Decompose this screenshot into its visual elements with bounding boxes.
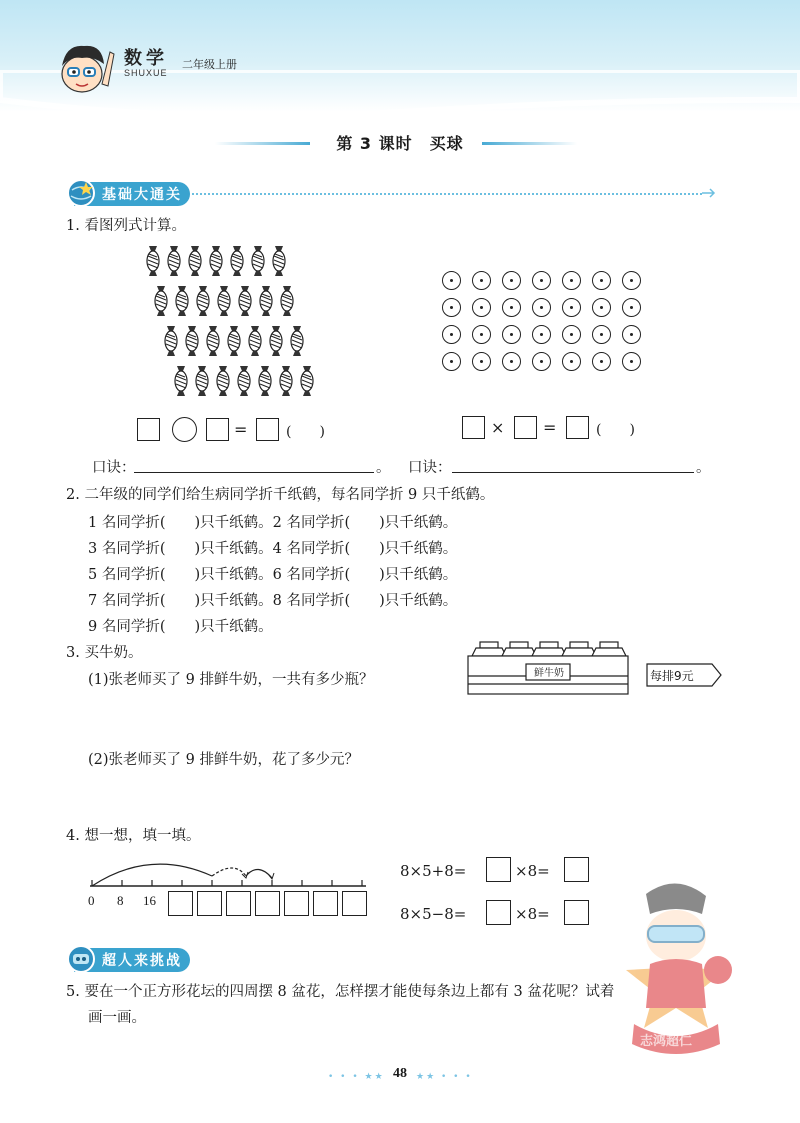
footer-dots-right: ★★ • • •: [416, 1072, 473, 1082]
candy-icon: [290, 326, 304, 356]
number-line-box[interactable]: [226, 891, 251, 916]
period: 。: [696, 460, 711, 476]
dotted-circle-icon: [472, 352, 491, 371]
candy-icon: [238, 286, 252, 316]
number-line: [86, 852, 376, 892]
price-tag-text: 每排9元: [650, 669, 694, 683]
dotted-circle-icon: [592, 298, 611, 317]
header-curve: [0, 70, 800, 130]
answer-box[interactable]: [462, 416, 485, 439]
candy-icon: [259, 286, 273, 316]
unit-paren[interactable]: ( ): [286, 424, 325, 440]
candy-icon: [280, 286, 294, 316]
answer-box[interactable]: [564, 857, 589, 882]
dotted-circle-icon: [502, 352, 521, 371]
candy-icon: [279, 366, 293, 396]
number-line-box[interactable]: [284, 891, 309, 916]
mnemonic-blank[interactable]: [134, 472, 374, 473]
mnemonic-label: 口诀：: [92, 460, 136, 476]
section-banner-basic: [66, 178, 716, 208]
answer-box[interactable]: [514, 416, 537, 439]
candy-icon: [272, 246, 286, 276]
q2-line: 9 名同学折( )只千纸鹤。: [88, 619, 273, 635]
candy-icon: [175, 286, 189, 316]
arrow-right-icon: [702, 188, 716, 198]
candy-icon: [185, 326, 199, 356]
dotted-circle-icon: [532, 271, 551, 290]
candy-icon: [167, 246, 181, 276]
number-line-box[interactable]: [168, 891, 193, 916]
dotted-circle-icon: [502, 298, 521, 317]
candy-icon: [164, 326, 178, 356]
dotted-circle-icon: [592, 325, 611, 344]
subject-title: 数学: [124, 48, 168, 69]
candy-icon: [300, 366, 314, 396]
dotted-circle-icon: [562, 352, 581, 371]
dotted-circle-icon: [622, 352, 641, 371]
equation-1-prefix: 8×5+8=: [400, 862, 467, 880]
candy-icon: [195, 366, 209, 396]
robot-badge-icon: [66, 944, 100, 974]
dotted-circle-icon: [562, 325, 581, 344]
dotted-circle-icon: [442, 325, 461, 344]
candy-icon: [237, 366, 251, 396]
dotted-circle-icon: [442, 352, 461, 371]
candy-icon: [188, 246, 202, 276]
dotted-circle-icon: [502, 325, 521, 344]
answer-box[interactable]: [137, 418, 160, 441]
tick-label: 0: [88, 893, 95, 908]
dotted-circle-icon: [532, 298, 551, 317]
badge-text: 志鸿超仁: [640, 1034, 693, 1049]
q4-prompt: 4. 想一想，填一填。: [66, 828, 201, 844]
subject-pinyin: SHUXUE: [124, 68, 168, 78]
dot-picture: [442, 271, 672, 381]
candy-icon: [174, 366, 188, 396]
section-title-basic: 基础大通关: [74, 182, 190, 206]
candy-icon: [251, 246, 265, 276]
dotted-circle-icon: [622, 271, 641, 290]
dotted-circle-icon: [502, 271, 521, 290]
candy-icon: [258, 366, 272, 396]
candy-icon: [269, 326, 283, 356]
title-rule-right: [482, 142, 577, 145]
unit-paren[interactable]: ( ): [596, 422, 635, 438]
dotted-circle-icon: [442, 298, 461, 317]
equation-2-prefix: 8×5−8=: [400, 905, 467, 923]
q3-prompt: 3. 买牛奶。: [66, 645, 143, 661]
footer-dots-left: • • • ★★: [328, 1072, 385, 1082]
section-title-challenge: 超人来挑战: [74, 948, 190, 972]
section-banner-challenge: [66, 944, 266, 974]
candy-icon: [154, 286, 168, 316]
q5-prompt: 5. 要在一个正方形花坛的四周摆 8 盆花，怎样摆才能使每条边上都有 3 盆花呢？试着: [66, 984, 615, 1000]
number-line-box[interactable]: [197, 891, 222, 916]
candy-icon: [146, 246, 160, 276]
dotted-circle-icon: [592, 271, 611, 290]
answer-box[interactable]: [206, 418, 229, 441]
answer-box[interactable]: [564, 900, 589, 925]
q3-sub1: (1)张老师买了 9 排鲜牛奶，一共有多少瓶？: [88, 672, 374, 688]
dotted-circle-icon: [472, 325, 491, 344]
equation-2-suffix: ×8=: [515, 905, 550, 923]
answer-box[interactable]: [566, 416, 589, 439]
dotted-circle-icon: [472, 298, 491, 317]
q1-prompt: 1. 看图列式计算。: [66, 218, 186, 234]
dotted-circle-icon: [622, 298, 641, 317]
equals-sign: =: [234, 420, 248, 439]
dotted-circle-icon: [592, 352, 611, 371]
dotted-circle-icon: [532, 325, 551, 344]
equals-sign: =: [543, 418, 557, 437]
dotted-circle-icon: [442, 271, 461, 290]
mascot-boy-icon: [50, 34, 120, 98]
dotted-circle-icon: [562, 271, 581, 290]
candy-icon: [209, 246, 223, 276]
times-sign: ×: [491, 418, 505, 437]
q2-prompt: 2. 二年级的同学们给生病同学折千纸鹤，每名同学折 9 只千纸鹤。: [66, 487, 495, 503]
dotted-circle-icon: [532, 352, 551, 371]
operator-circle[interactable]: [172, 417, 197, 442]
mnemonic-blank[interactable]: [452, 472, 694, 473]
q2-line: 1 名同学折( )只千纸鹤。2 名同学折( )只千纸鹤。: [88, 515, 458, 531]
candy-icon: [230, 246, 244, 276]
tick-label: 8: [117, 893, 124, 908]
equation-1-suffix: ×8=: [515, 862, 550, 880]
candy-picture: [144, 246, 334, 406]
candy-icon: [206, 326, 220, 356]
dotted-circle-icon: [562, 298, 581, 317]
answer-box[interactable]: [256, 418, 279, 441]
candy-icon: [216, 366, 230, 396]
milk-label: 鲜牛奶: [534, 668, 564, 679]
q2-line: 5 名同学折( )只千纸鹤。6 名同学折( )只千纸鹤。: [88, 567, 458, 583]
candy-icon: [217, 286, 231, 316]
answer-box[interactable]: [486, 857, 511, 882]
globe-badge-icon: [66, 178, 100, 208]
q2-line: 3 名同学折( )只千纸鹤。4 名同学折( )只千纸鹤。: [88, 541, 458, 557]
title-rule-left: [215, 142, 310, 145]
tick-label: 16: [143, 893, 156, 908]
candy-icon: [196, 286, 210, 316]
q5-prompt-cont: 画一画。: [88, 1010, 146, 1026]
mnemonic-label: 口诀：: [408, 460, 452, 476]
page-number: 48: [393, 1066, 407, 1081]
q2-line: 7 名同学折( )只千纸鹤。8 名同学折( )只千纸鹤。: [88, 593, 458, 609]
grade-label: 二年级上册: [182, 58, 237, 71]
candy-icon: [227, 326, 241, 356]
q3-sub2: (2)张老师买了 9 排鲜牛奶，花了多少元？: [88, 752, 359, 768]
dotted-circle-icon: [622, 325, 641, 344]
number-line-box[interactable]: [313, 891, 338, 916]
candy-icon: [248, 326, 262, 356]
banner-dotted-line: [192, 193, 702, 195]
number-line-box[interactable]: [255, 891, 280, 916]
number-line-box[interactable]: [342, 891, 367, 916]
dotted-circle-icon: [472, 271, 491, 290]
answer-box[interactable]: [486, 900, 511, 925]
period: 。: [376, 460, 391, 476]
lesson-title: 第 3 课时 买球: [336, 134, 464, 153]
